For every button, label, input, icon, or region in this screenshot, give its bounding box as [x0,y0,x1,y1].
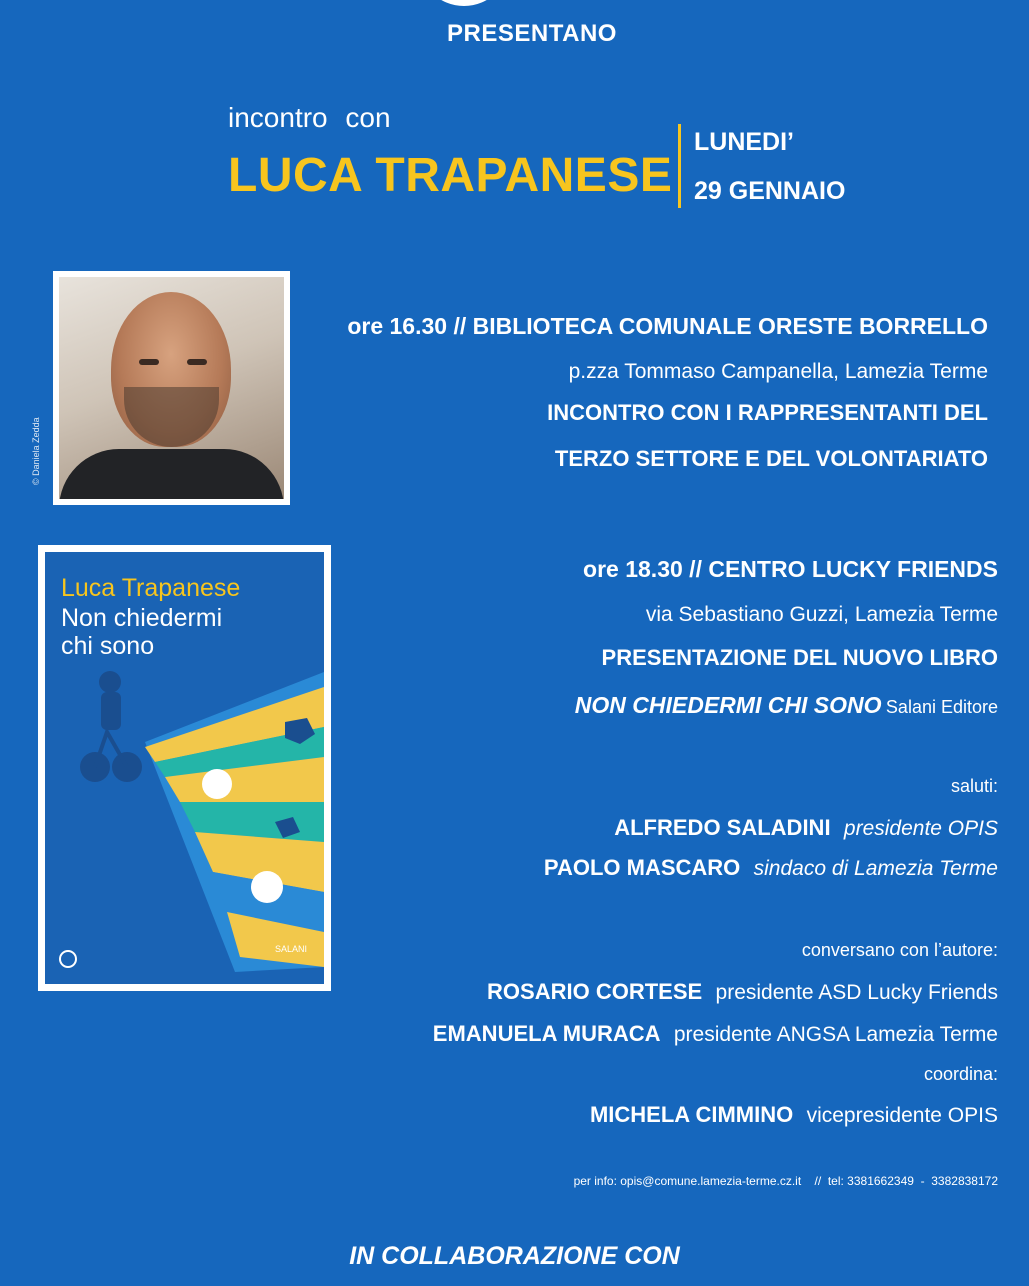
coordina-person [590,1102,998,1128]
event-day: LUNEDI’ [694,128,794,156]
logo-fragment [418,0,510,6]
person-role: presidente OPIS [843,817,998,840]
contact-info: per info: opis@comune.lamezia-terme.cz.it // tel: 3381662349 - 3382838172 [573,1174,998,1188]
speaker-name: LUCA TRAPANESE [228,149,673,202]
collaboration-label: IN COLLABORAZIONE CON [349,1242,680,1270]
person-name: ROSARIO CORTESE [487,979,703,1004]
person-role: presidente ASD Lucky Friends [715,981,998,1004]
author-photo [53,271,290,505]
book-title [61,604,222,660]
book-author: Luca Trapanese [61,574,241,602]
intro-text: incontro con [228,102,391,133]
event2-time-place: ore 18.30 // CENTRO LUCKY FRIENDS [583,556,998,582]
event1-description-line1: INCONTRO CON I RAPPRESENTANTI DEL [547,400,988,425]
photo-credit: © Daniela Zedda [31,417,41,485]
book-title-line1: Non chiedermi [61,604,223,632]
publisher-logo-icon [59,950,77,968]
book-cover [38,545,331,991]
presentano-label: PRESENTANO [447,20,617,47]
person-name: MICHELA CIMMINO [589,1102,794,1127]
person-role: presidente ANGSA Lamezia Terme [673,1023,998,1046]
book-cover-image [45,552,324,984]
saluti-label: saluti: [950,776,998,796]
event2-book-line [575,692,998,719]
person-name: EMANUELA MURACA [432,1021,661,1046]
person-role: sindaco di Lamezia Terme [753,857,998,880]
author-portrait-image [59,277,284,499]
event2-address: via Sebastiano Guzzi, Lamezia Terme [645,603,998,626]
coordina-label: coordina: [923,1064,998,1084]
book-publisher-mark: SALANI [275,944,308,954]
book-title-line2: chi sono [61,632,155,660]
event2-publisher: Salani Editore [885,697,998,717]
event2-description: PRESENTAZIONE DEL NUOVO LIBRO [601,645,998,670]
event1-description-line2: TERZO SETTORE E DEL VOLONTARIATO [554,446,988,471]
event1-time-place: ore 16.30 // BIBLIOTECA COMUNALE ORESTE BORRELLO [347,313,988,339]
person-name: ALFREDO SALADINI [614,815,831,840]
conversano-label: conversano con l’autore: [801,940,998,960]
person-name: PAOLO MASCARO [543,855,741,880]
saluti-person-2 [544,855,998,881]
person-role: vicepresidente OPIS [806,1104,998,1127]
saluti-person-1 [614,815,998,841]
date-divider [678,124,681,208]
event2-book-title: NON CHIEDERMI CHI SONO [574,692,882,718]
event1-address: p.zza Tommaso Campanella, Lamezia Terme [568,360,988,383]
event-date: 29 GENNAIO [694,177,846,205]
conversano-person-1 [487,979,998,1005]
conversano-person-2 [433,1021,998,1047]
